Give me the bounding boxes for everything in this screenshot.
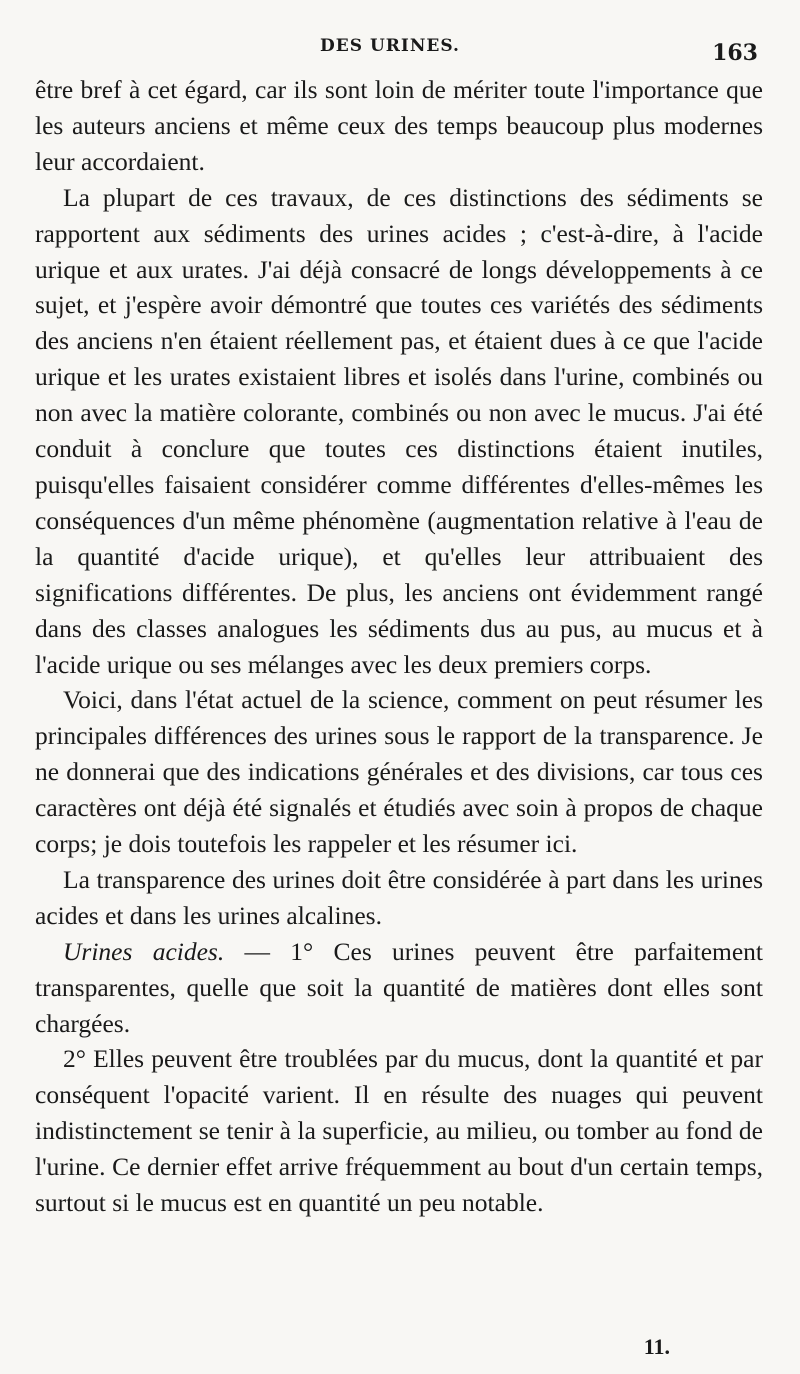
paragraph: 2° Elles peuvent être troublées par du mucus, dont la quantité et par conséquent l'opacité varient. Il en résulte des nuages qui peuvent indistinctement se tenir à la superficie, au milieu, ou tomber au fond de l'urine. Ce dernier effet arrive fréquemment au bout d'un certain temps, surtout si le mucus est en quantité un peu notable. — [35, 1044, 763, 1218]
section-lead-italic: Urines acides. — [63, 936, 225, 966]
signature-mark: 11. — [643, 1334, 670, 1359]
paragraph: La plupart de ces travaux, de ces distinctions des sédiments se rapportent aux sédiments des urines acides ; c'est-à-dire, à l'acide urique et aux urates. J'ai déjà consacré de longs développements à ce sujet, et j'espère avoir démontré que toutes ces variétés des sédiments des anciens n'en étaient réellement pas, et étaient dues à ce que l'acide urique et les urates existaient libres et isolés dans l'urine, combinés ou non avec la matière colorante, combinés ou non avec le mucus. J'ai été conduit à conclure que toutes ces distinctions étaient inutiles, puisqu'elles faisaient considérer comme différentes d'elles-mêmes les conséquences d'un même phénomène (augmentation relative à l'eau de la quantité d'acide urique), et qu'elles leur attribuaient des significations différentes. De plus, les anciens ont évidemment rangé dans des classes analogues les sédiments dus au pus, au mucus et à l'acide urique ou ses mélanges avec les deux premiers corps. — [35, 182, 763, 679]
running-header: DES URINES. — [320, 36, 460, 56]
paragraph: La transparence des urines doit être considérée à part dans les urines acides et dans les urines alcalines. — [35, 864, 763, 930]
paragraph — [35, 934, 763, 1042]
page-number: 163 — [712, 40, 758, 66]
paragraph: être bref à cet égard, car ils sont loin de mériter toute l'importance que les auteurs anciens et même ceux des temps beaucoup plus modernes leur accordaient. — [35, 75, 763, 176]
paragraph: Voici, dans l'état actuel de la science, comment on peut résumer les principales différences des urines sous le rapport de la transparence. Je ne donnerai que des indications générales et des divisions, car tous ces caractères ont déjà été signalés et étudiés avec soin à propos de chaque corps; je dois toutefois les rappeler et les résumer ici. — [35, 685, 763, 859]
paragraph-text: — 1° Ces urines peuvent être parfaitement transparentes, quelle que soit la quantité de matières dont elles sont chargées. — [35, 936, 763, 1038]
body-text — [35, 72, 763, 1221]
